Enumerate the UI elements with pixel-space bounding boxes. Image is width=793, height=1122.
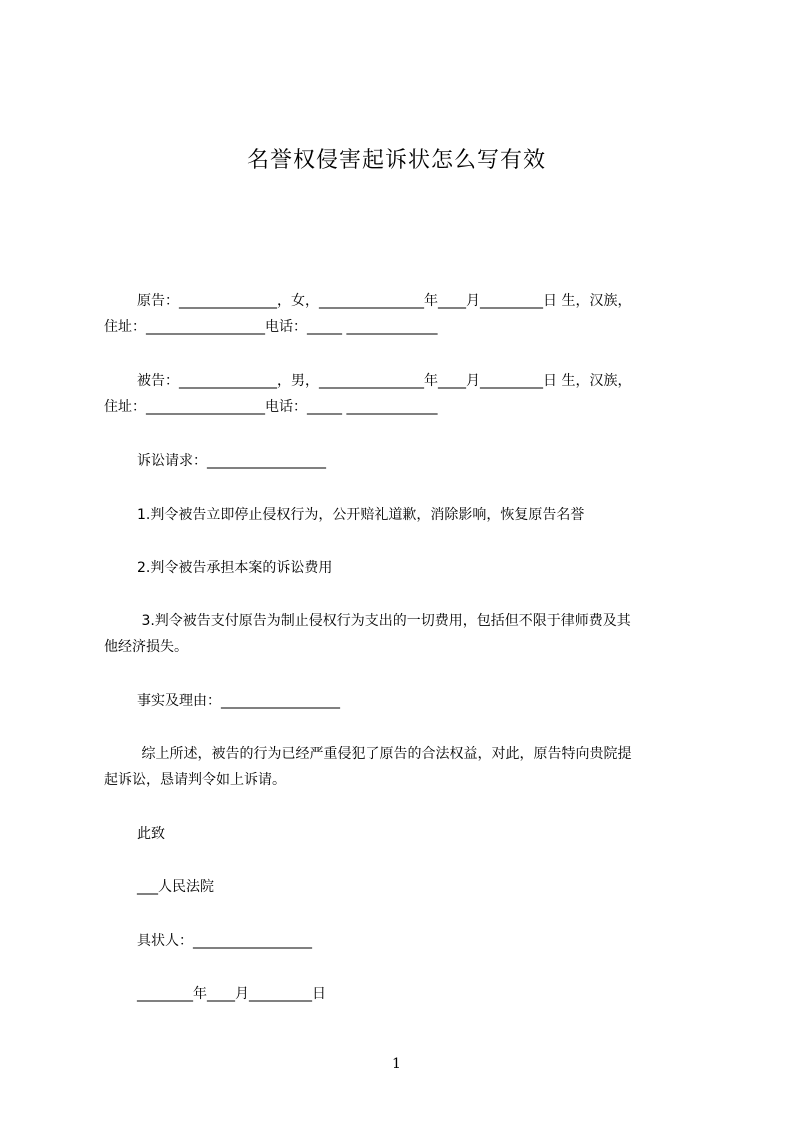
claim-1: 1.判令被告立即停止侵权行为，公开赔礼道歉，消除影响，恢复原告名誉	[137, 507, 585, 523]
claims-heading: 诉讼请求：_________________	[137, 453, 326, 469]
defendant-line-2: 住址：_________________电话：_____ _____________	[104, 399, 438, 415]
salutation: 此致	[137, 826, 165, 842]
defendant-line-1: 被告：______________，男，_______________年____月_________日 生，汉族，	[137, 373, 632, 389]
page-number: 1	[392, 1056, 401, 1072]
facts-heading: 事实及理由：_________________	[137, 693, 340, 709]
court-name: ___人民法院	[137, 879, 214, 895]
claim-2: 2.判令被告承担本案的诉讼费用	[137, 560, 333, 576]
plaintiff-line-2: 住址：_________________电话：_____ _____________	[104, 319, 438, 335]
date-line: ________年____月_________日	[137, 986, 326, 1002]
summary-line-1: 综上所述，被告的行为已经严重侵犯了原告的合法权益，对此，原告特向贵院提	[137, 746, 632, 762]
claim-3-line-2: 他经济损失。	[104, 639, 188, 655]
plaintiff-line-1: 原告：______________，女，_______________年____月_________日 生，汉族，	[137, 293, 632, 309]
signer-line: 具状人：_________________	[137, 933, 312, 949]
summary-line-2: 起诉讼，恳请判令如上诉请。	[104, 772, 286, 788]
claim-3-line-1: 3.判令被告支付原告为制止侵权行为支出的一切费用，包括但不限于律师费及其	[137, 613, 631, 629]
document-title: 名誉权侵害起诉状怎么写有效	[246, 148, 546, 173]
